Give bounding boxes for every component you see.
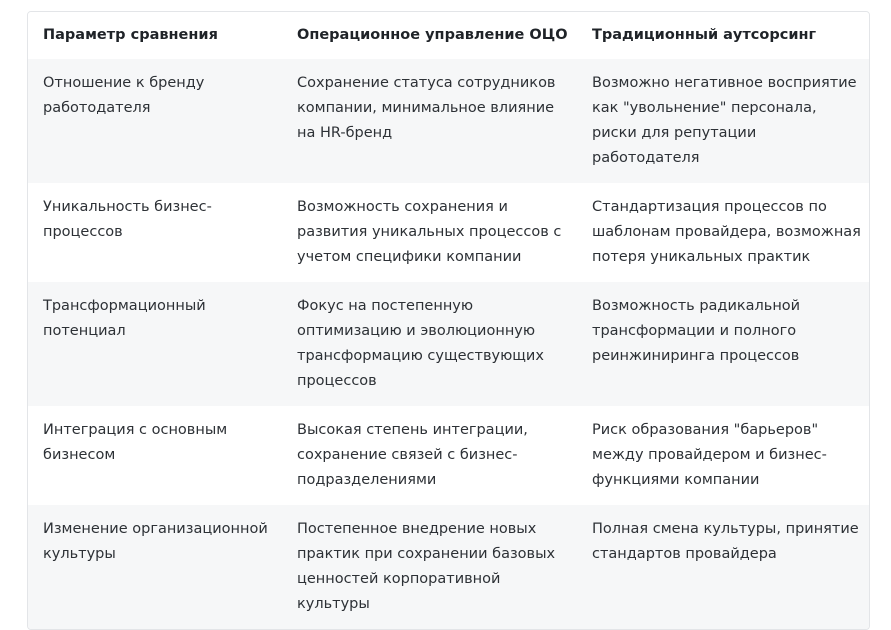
table-header-row <box>28 12 869 59</box>
comparison-table <box>28 12 869 629</box>
cell-outsourcing: Возможность радикальной трансформации и полного реинжиниринга процессов <box>592 298 801 364</box>
header-parameter: Параметр сравнения <box>43 27 218 43</box>
cell-outsourcing: Стандартизация процессов по шаблонам провайдера, возможная потеря уникальных практик <box>592 199 861 265</box>
cell-parameter: Отношение к бренду работодателя <box>43 75 205 116</box>
cell-sso: Фокус на постепенную оптимизацию и эволюционную трансформацию существующих процессов <box>297 298 544 389</box>
table-row <box>28 505 869 629</box>
header-traditional-outsourcing: Традиционный аутсорсинг <box>592 27 817 43</box>
cell-outsourcing: Возможно негативное восприятие как "увольнение" персонала, риски для репутации работодателя <box>592 75 857 166</box>
cell-parameter: Изменение организационной культуры <box>43 521 268 562</box>
table-row <box>28 406 869 505</box>
cell-parameter: Уникальность бизнес-процессов <box>43 199 212 240</box>
cell-parameter: Интеграция с основным бизнесом <box>43 422 228 463</box>
table-row <box>28 59 869 183</box>
cell-parameter: Трансформационный потенциал <box>43 298 206 339</box>
table-row <box>28 183 869 282</box>
cell-outsourcing: Полная смена культуры, принятие стандартов провайдера <box>592 521 859 562</box>
table-row <box>28 282 869 406</box>
comparison-table-container <box>27 11 870 630</box>
cell-sso: Высокая степень интеграции, сохранение связей с бизнес-подразделениями <box>297 422 528 488</box>
cell-sso: Возможность сохранения и развития уникальных процессов с учетом специфики компании <box>297 199 562 265</box>
header-sso-management: Операционное управление ОЦО <box>297 27 568 43</box>
cell-outsourcing: Риск образования "барьеров" между провайдером и бизнес-функциями компании <box>592 422 827 488</box>
cell-sso: Постепенное внедрение новых практик при сохранении базовых ценностей корпоративной культуры <box>297 521 556 612</box>
cell-sso: Сохранение статуса сотрудников компании, минимальное влияние на HR-бренд <box>297 75 556 141</box>
